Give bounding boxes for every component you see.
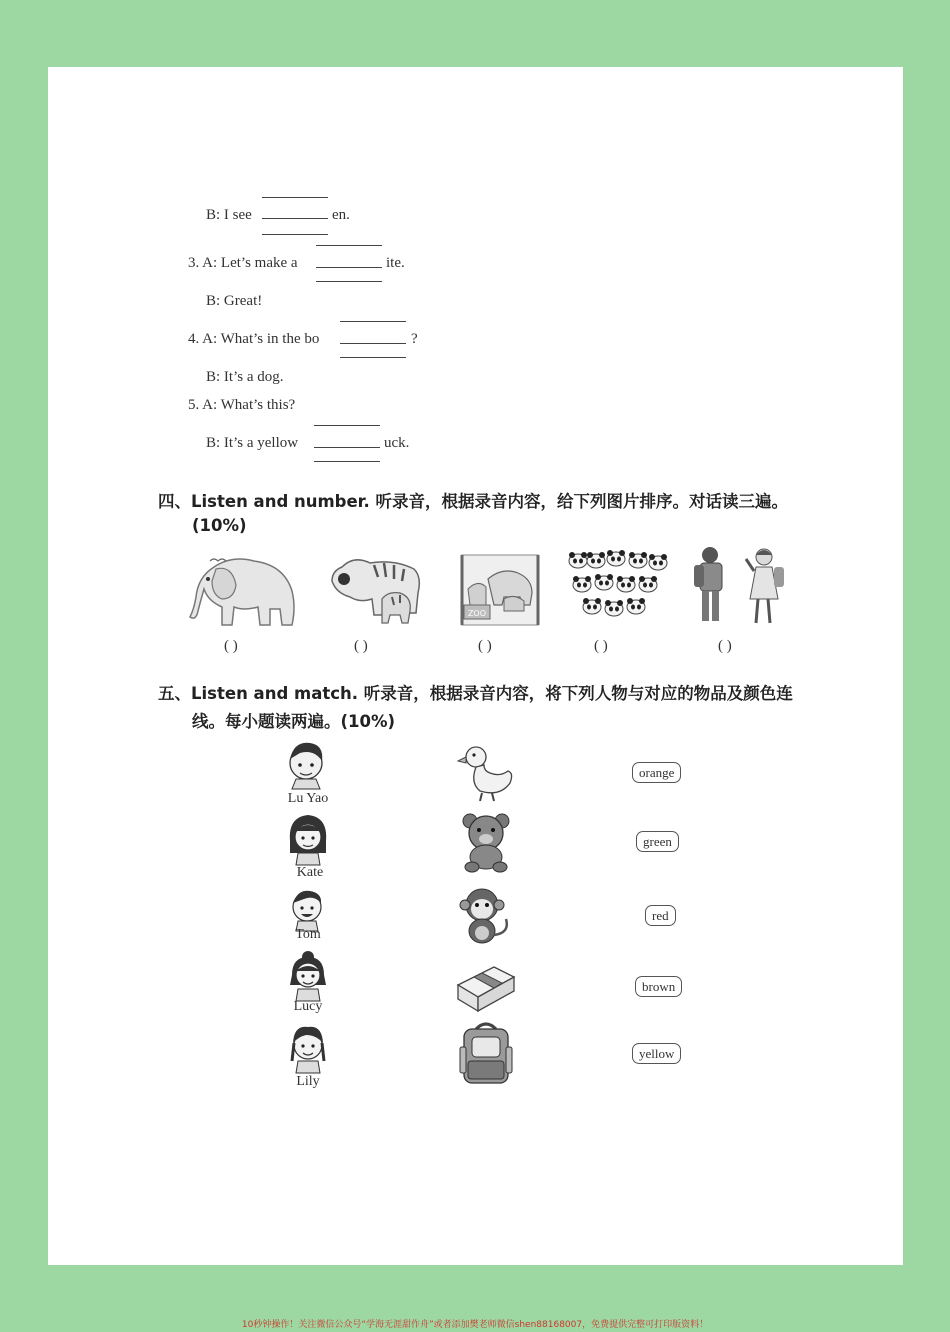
bear-icon: [460, 811, 512, 873]
tigers-icon: [324, 549, 424, 629]
pandas-icon: [566, 549, 666, 629]
worksheet-page: [48, 67, 903, 1265]
q3-b-text: B: Great!: [206, 293, 263, 309]
q3-blank-1[interactable]: [316, 245, 382, 246]
q4-a-suffix: ?: [411, 331, 418, 347]
color-yellow[interactable]: yellow: [632, 1043, 681, 1064]
children-icon: [690, 545, 790, 627]
part4-heading-score: (10%): [192, 516, 247, 535]
q2-blank-3[interactable]: [262, 234, 328, 235]
zoo-icon: [458, 549, 542, 629]
q5-b-suffix: uck.: [384, 435, 410, 451]
name-lily: Lily: [296, 1074, 320, 1089]
name-tom: Tom: [295, 927, 321, 942]
duck-icon: [456, 743, 516, 803]
q5-blank-1[interactable]: [314, 425, 380, 426]
q4-blank-3[interactable]: [340, 357, 406, 358]
q5-b-prefix: B: It’s a yellow: [206, 435, 299, 451]
name-kate: Kate: [296, 865, 324, 880]
elephant-answer-paren[interactable]: ( ): [224, 638, 238, 654]
name-lucy: Lucy: [293, 999, 323, 1014]
color-red[interactable]: red: [645, 905, 676, 926]
q2-b-prefix: B: I see: [206, 207, 252, 223]
girl-face-icon: [286, 811, 330, 865]
zoo-answer-paren[interactable]: ( ): [478, 638, 492, 654]
q3-blank-2[interactable]: [316, 267, 382, 268]
tigers-answer-paren[interactable]: ( ): [354, 638, 368, 654]
q5-a-text: 5. A: What’s this?: [188, 397, 296, 413]
q4-b-text: B: It’s a dog.: [206, 369, 284, 385]
q3-a-suffix: ite.: [386, 255, 405, 271]
color-green[interactable]: green: [636, 831, 679, 852]
boy-face-icon: [284, 737, 328, 789]
q5-blank-2[interactable]: [314, 447, 380, 448]
q2-blank-2[interactable]: [262, 218, 328, 219]
girl-face-icon: [286, 949, 330, 1001]
q3-blank-3[interactable]: [316, 281, 382, 282]
footer-notice: 10秒钟操作！关注微信公众号“学海无涯甜作舟”或者添加樊老师微信shen88168007，免费提供完整可打印版资料！: [241, 1320, 709, 1330]
zoo-sign-text: ZOO: [467, 609, 487, 618]
q5-blank-3[interactable]: [314, 461, 380, 462]
q3-a-prefix: 3. A: Let’s make a: [188, 255, 298, 271]
part5-heading-line2: 线。每小题读两遍。(10%): [192, 712, 396, 731]
children-answer-paren[interactable]: ( ): [718, 638, 732, 654]
girl-face-icon: [286, 1021, 330, 1073]
color-brown[interactable]: brown: [635, 976, 682, 997]
pandas-answer-paren[interactable]: ( ): [594, 638, 608, 654]
q4-blank-1[interactable]: [340, 321, 406, 322]
monkey-icon: [458, 885, 514, 947]
q2-blank-1[interactable]: [262, 197, 328, 198]
part4-heading: 四、Listen and number. 听录音，根据录音内容，给下列图片排序。对话读三遍。: [158, 492, 788, 511]
boy-face-icon: [286, 885, 328, 931]
eraser-icon: [454, 959, 518, 1011]
name-lu-yao: Lu Yao: [287, 791, 329, 806]
elephant-icon: [184, 551, 300, 631]
schoolbag-icon: [458, 1021, 514, 1087]
q2-b-suffix: en.: [332, 207, 350, 223]
part5-heading: 五、Listen and match. 听录音，根据录音内容，将下列人物与对应的物品及颜色连: [158, 684, 793, 703]
q4-a-prefix: 4. A: What’s in the bo: [188, 331, 320, 347]
color-orange[interactable]: orange: [632, 762, 681, 783]
q4-blank-2[interactable]: [340, 343, 406, 344]
